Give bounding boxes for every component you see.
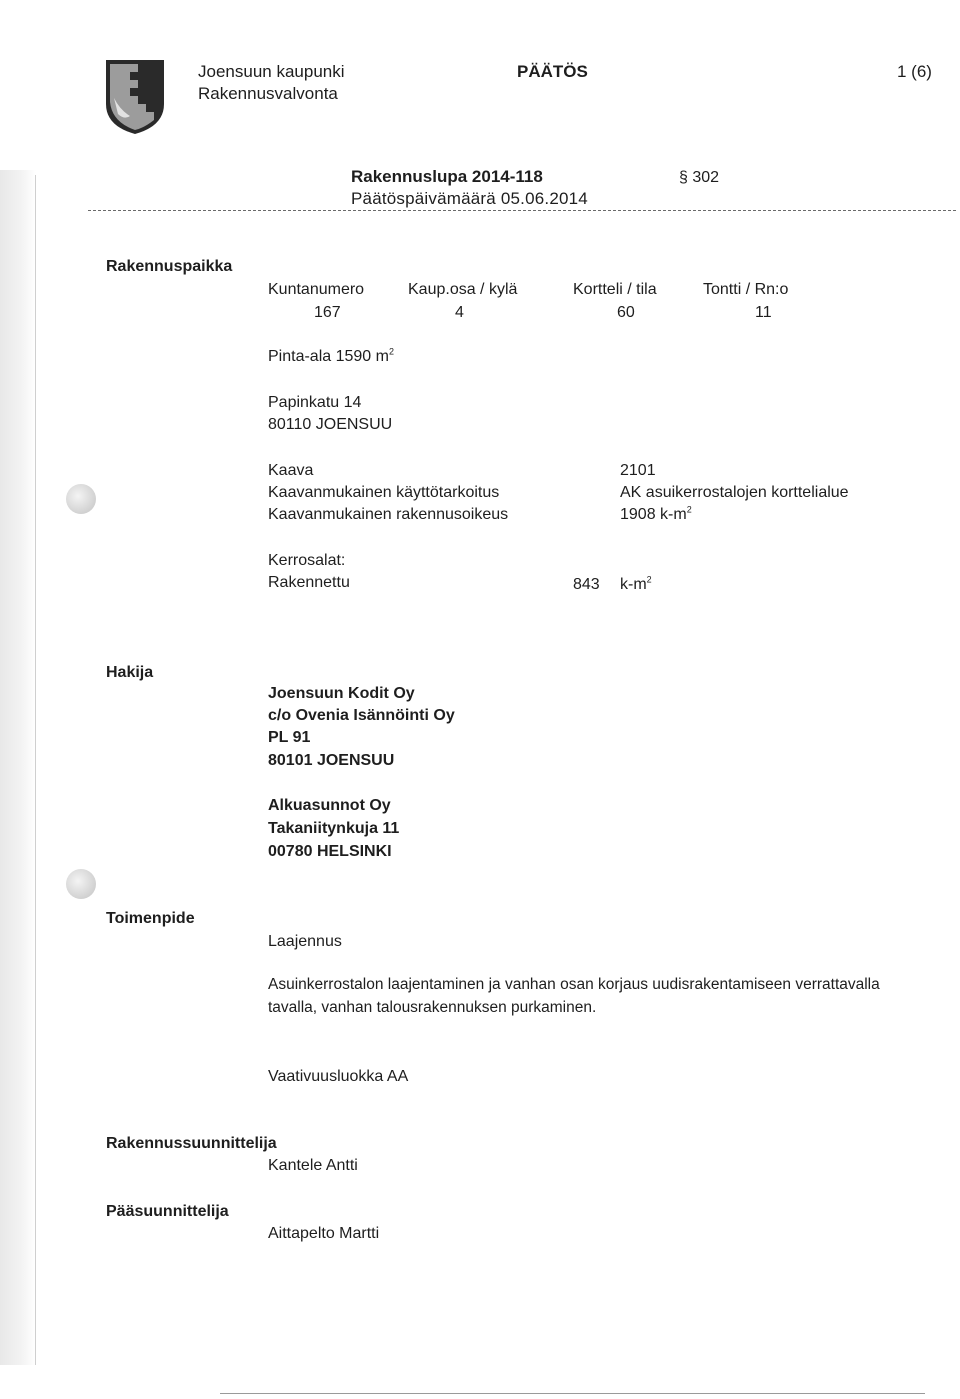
scan-edge-line bbox=[35, 175, 36, 1365]
rakennusoikeus-value: 1908 $k-m^2$ bbox=[620, 504, 692, 523]
hakija-heading: Hakija bbox=[106, 664, 154, 681]
organization-unit: Rakennusvalvonta bbox=[198, 84, 338, 103]
toimenpide-type: Laajennus bbox=[268, 933, 342, 950]
value-kuntanumero: 167 bbox=[314, 304, 341, 321]
decision-date: Päätöspäivämäärä 05.06.2014 bbox=[351, 189, 588, 208]
postal-address: 80110 JOENSUU bbox=[268, 416, 393, 433]
rakennussuunnittelija-heading: Rakennussuunnittelija bbox=[106, 1135, 277, 1152]
applicant-co: c/o Ovenia Isännöinti Oy bbox=[268, 707, 455, 724]
street-address: Papinkatu 14 bbox=[268, 394, 362, 411]
toimenpide-description-line1: Asuinkerrostalon laajentaminen ja vanhan osan korjaus uudisrakentamiseen verrattavalla bbox=[268, 976, 880, 993]
value-kaupunginosa: 4 bbox=[455, 304, 464, 321]
kerrosalat-label: Kerrosalat: bbox=[268, 552, 346, 569]
page-number: 1 (6) bbox=[897, 62, 932, 81]
organization-name: Joensuun kaupunki bbox=[198, 62, 345, 81]
toimenpide-description-line2: tavalla, vanhan talousrakennuksen purkaminen. bbox=[268, 999, 597, 1016]
bottom-divider bbox=[220, 1393, 925, 1394]
second-applicant-street: Takaniitynkuja 11 bbox=[268, 820, 400, 837]
kaava-label: Kaava bbox=[268, 462, 314, 479]
value-kortteli: 60 bbox=[617, 304, 635, 321]
punch-hole-bottom bbox=[66, 869, 96, 899]
kayttotarkoitus-label: Kaavanmukainen käyttötarkoitus bbox=[268, 484, 500, 501]
applicant-postal: 80101 JOENSUU bbox=[268, 752, 395, 769]
second-applicant-postal: 00780 HELSINKI bbox=[268, 843, 392, 860]
paasuunnittelija-name: Aittapelto Martti bbox=[268, 1225, 380, 1242]
rakennussuunnittelija-name: Kantele Antti bbox=[268, 1157, 358, 1174]
col-header-kaupunginosa: Kaup.osa / kylä bbox=[408, 281, 518, 298]
kayttotarkoitus-value: AK asuikerrostalojen korttelialue bbox=[620, 484, 849, 501]
header-divider bbox=[88, 210, 956, 211]
coat-of-arms-logo bbox=[104, 58, 166, 136]
plot-area: Pinta-ala 1590 $m^2$ bbox=[268, 346, 394, 365]
paasuunnittelija-heading: Pääsuunnittelija bbox=[106, 1203, 229, 1220]
applicant-pobox: PL 91 bbox=[268, 729, 311, 746]
rakennettu-value: 843 bbox=[573, 576, 600, 593]
col-header-kortteli: Kortteli / tila bbox=[573, 281, 657, 298]
vaativuusluokka: Vaativuusluokka AA bbox=[268, 1068, 409, 1085]
applicant-name: Joensuun Kodit Oy bbox=[268, 685, 415, 702]
rakennusoikeus-label: Kaavanmukainen rakennusoikeus bbox=[268, 506, 509, 523]
permit-number: Rakennuslupa 2014-118 bbox=[351, 167, 543, 186]
rakennettu-unit: $k-m^2$ bbox=[620, 574, 652, 593]
rakennuspaikka-heading: Rakennuspaikka bbox=[106, 258, 233, 275]
document-type: PÄÄTÖS bbox=[517, 62, 588, 81]
rakennettu-label: Rakennettu bbox=[268, 574, 350, 591]
second-applicant-name: Alkuasunnot Oy bbox=[268, 797, 391, 814]
toimenpide-heading: Toimenpide bbox=[106, 910, 195, 927]
value-tontti: 11 bbox=[755, 304, 772, 321]
scan-edge-shadow bbox=[0, 170, 36, 1365]
col-header-tontti: Tontti / Rn:o bbox=[703, 281, 789, 298]
section-number: § 302 bbox=[679, 169, 720, 186]
punch-hole-top bbox=[66, 484, 96, 514]
col-header-kuntanumero: Kuntanumero bbox=[268, 281, 365, 298]
kaava-value: 2101 bbox=[620, 462, 656, 479]
